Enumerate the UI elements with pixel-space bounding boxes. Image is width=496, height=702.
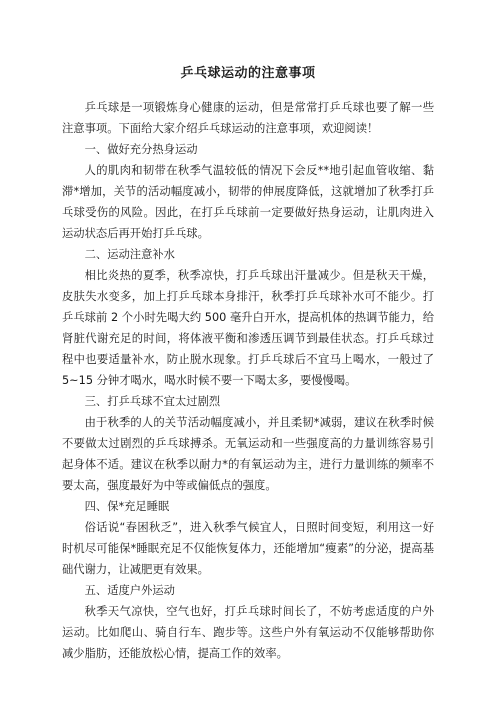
document-title: 乒乓球运动的注意事项 — [180, 66, 316, 81]
section-heading-4: 四、保*充足睡眠 — [84, 500, 170, 513]
intro-paragraph: 乒乓球是一项锻炼身心健康的运动，但是常常打乒乓球也要了解一些注意事项。下面给大家介绍乒乓球运动的注意事项，欢迎阅读！ — [62, 101, 434, 135]
section-body-2: 相比炎热的夏季，秋季凉快，打乒乓球出汗量减少。但是秋天干燥，皮肤失水变多，加上打乒乓球本身排汗，秋季打乒乓球补水可不能少。打乒乓球前 2 个小时先喝大约 500 毫升白开水，提高机体的热调节能力，给肾脏代谢充足的时间，将体液平衡和渗透压调节到最佳状态。打乒乓球过程中也要适量补水，防止脱水现象。打乒乓球后不宜马上喝水，一般过了 5~15 分钟才喝水，喝水时候不要一下喝太多，要慢慢喝。 — [62, 269, 434, 387]
section-body-3: 由于秋季的人的关节活动幅度减小，并且柔韧*减弱，建议在秋季时候不要做太过剧烈的乒乓球搏杀。无氧运动和一些强度高的力量训练容易引起身体不适。建议在秋季以耐力*的有氧运动为主，进行力量训练的频率不要太高，强度最好为中等或偏低点的强度。 — [62, 416, 434, 492]
section-heading-3: 三、打乒乓球不宜太过剧烈 — [84, 395, 221, 408]
section-heading-5: 五、适度户外运动 — [84, 584, 175, 597]
section-body-5: 秋季天气凉快，空气也好，打乒乓球时间长了，不妨考虑适度的户外运动。比如爬山、骑自行车、跑步等。这些户外有氧运动不仅能够帮助你减少脂肪，还能放松心情，提高工作的效率。 — [62, 605, 434, 660]
section-heading-2: 二、运动注意补水 — [84, 248, 175, 261]
section-body-1: 人的肌肉和韧带在秋季气温较低的情况下会反**地引起血管收缩、黏滞*增加，关节的活动幅度减小，韧带的伸展度降低，这就增加了秋季打乒乓球受伤的风险。因此，在打乒乓球前一定要做好热身运动，让肌肉进入运动状态后再开始打乒乓球。 — [62, 164, 434, 240]
section-heading-1: 一、做好充分热身运动 — [84, 143, 198, 156]
section-body-4: 俗话说“春困秋乏”，进入秋季气候宜人，日照时间变短，利用这一好时机尽可能保*睡眠充足不仅能恢复体力，还能增加“瘦素”的分泌，提高基础代谢力，让减肥更有效果。 — [62, 521, 434, 576]
